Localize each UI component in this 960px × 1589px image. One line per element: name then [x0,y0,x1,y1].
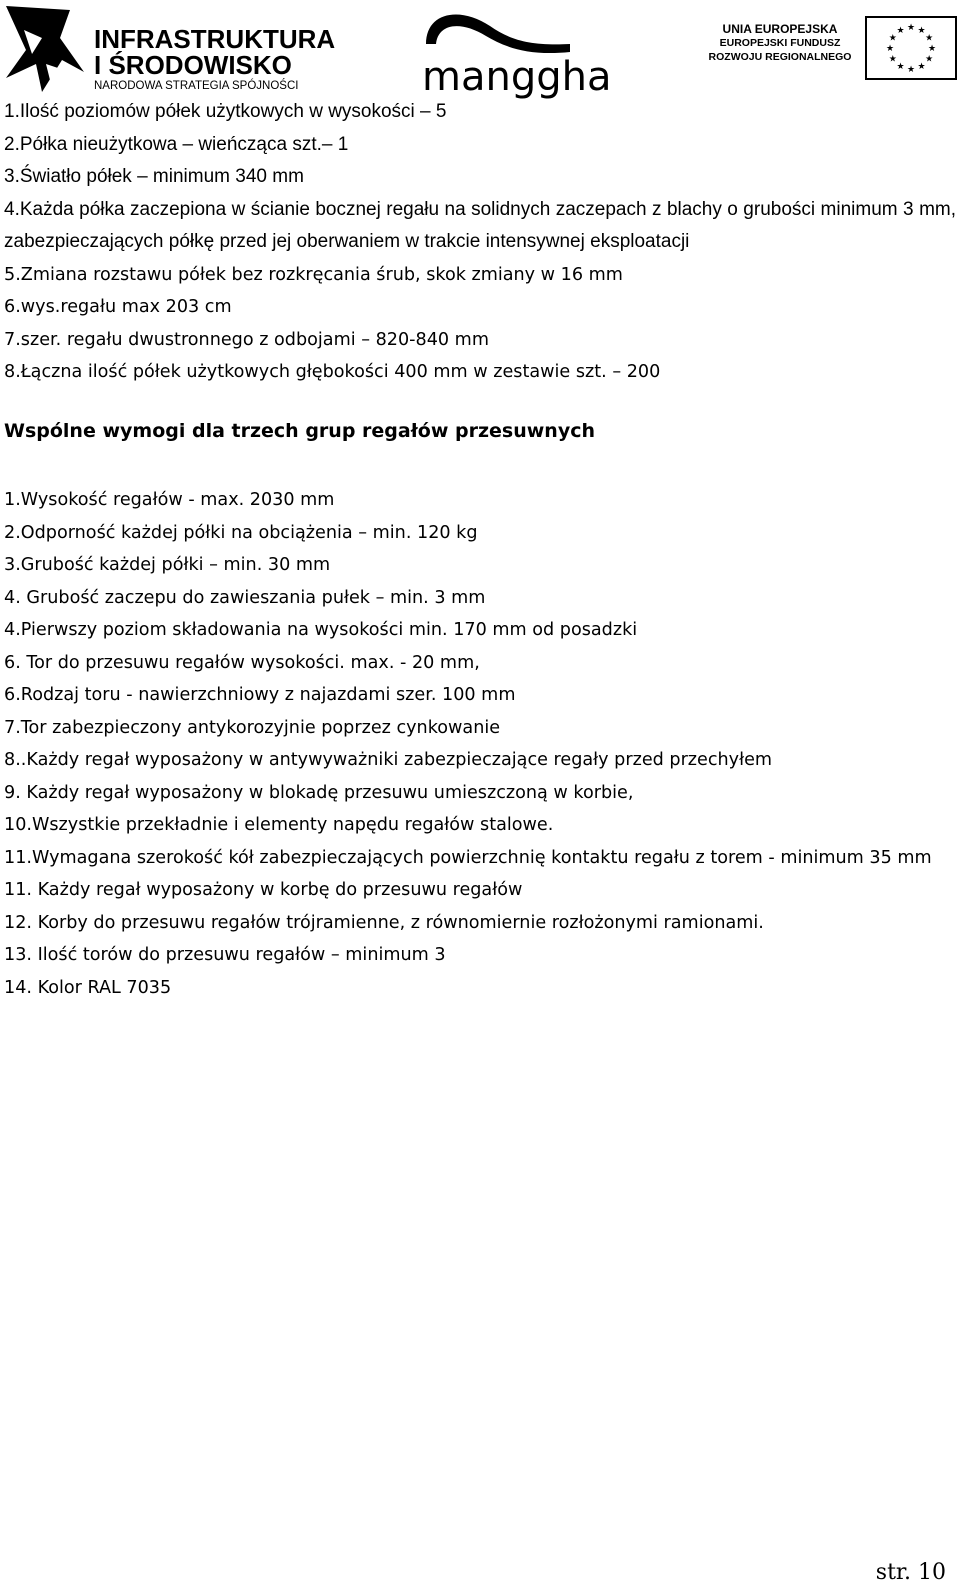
common-requirements-list [4,484,956,1004]
manggha-logo [420,2,612,100]
eu-star-icon: ★ [885,43,895,53]
shelf-requirements-list-cont [4,259,956,389]
eu-star-icon: ★ [888,53,897,64]
list-item: 10.Wszystkie przekładnie i elementy napędu regałów stalowe. [4,815,554,835]
list-item: 14. Kolor RAL 7035 [4,977,172,998]
eu-star-icon: ★ [925,32,934,43]
shelf-requirements-list [4,96,956,259]
content-top [4,96,956,389]
page-number: str. 10 [875,1560,946,1585]
common-requirements [4,484,956,1004]
list-item: 8.Łączna ilość półek użytkowych głębokości 400 mm w zestawie szt. – 200 [4,362,661,382]
list-item: 1.Ilość poziomów półek użytkowych w wysokości – 5 [4,101,447,122]
list-item: 7.szer. regału dwustronnego z odbojami – 820-840 mm [4,329,489,350]
star-shape-icon [6,6,84,92]
list-item: 4.Każda półka zaczepiona w ścianie bocznej regału na solidnych zaczepach z blachy o grubości minimum 3 mm, zabezpieczających półkę przed jej oberwaniem w trakcie intensywnej eksploatacji [4,198,956,252]
eu-star-icon: ★ [917,24,926,35]
eu-line3: ROZWOJU REGIONALNEGO [708,51,852,63]
list-item: 8..Każdy regał wyposażony w antywyważniki zabezpieczające regały przed przechyłem [4,750,773,770]
list-item: 1.Wysokość regałów - max. 2030 mm [4,490,335,510]
logo-line3: NARODOWA STRATEGIA SPÓJNOŚCI [94,80,299,92]
list-item: 12. Korby do przesuwu regałów trójramienne, z równomiernie rozłożonymi ramionami. [4,912,764,933]
section-title: Wspólne wymogi dla trzech grup regałów przesuwnych [4,420,595,442]
eu-star-icon: ★ [906,22,916,32]
list-item: 5.Zmiana rozstawu półek bez rozkręcania śrub, skok zmiany w 16 mm [4,264,623,285]
list-item: 11.Wymagana szerokość kół zabezpieczających powierzchnię kontaktu regału z torem - minimum 35 mm [4,847,932,868]
page-header [0,0,960,100]
eu-flag-icon [865,16,957,80]
manggha-wordmark: manggha [422,54,612,100]
list-item: 4. Grubość zaczepu do zawieszania pułek – min. 3 mm [4,587,486,608]
list-item: 6.Rodzaj toru - nawierzchniowy z najazdami szer. 100 mm [4,685,516,705]
eu-star-icon: ★ [896,24,905,35]
list-item: 13. Ilość torów do przesuwu regałów – minimum 3 [4,945,446,965]
eu-line2: EUROPEJSKI FUNDUSZ [719,37,841,49]
eu-star-icon: ★ [888,32,897,43]
eu-star-icon: ★ [896,61,905,72]
list-item: 9. Każdy regał wyposażony w blokadę przesuwu umieszczoną w korbie, [4,782,634,803]
list-item: 6. Tor do przesuwu regałów wysokości. max. - 20 mm, [4,652,480,673]
eu-line1: UNIA EUROPEJSKA [722,22,838,36]
logo-line1: INFRASTRUKTURA [94,24,336,54]
infrastruktura-srodowisko-logo [2,2,336,94]
list-item: 3.Grubość każdej półki – min. 30 mm [4,555,331,575]
list-item: 2.Odporność każdej półki na obciążenia – min. 120 kg [4,522,478,543]
list-item: 7.Tor zabezpieczony antykorozyjnie poprzez cynkowanie [4,717,501,738]
list-item: 3.Światło półek – minimum 340 mm [4,166,304,187]
list-item: 4.Pierwszy poziom składowania na wysokości min. 170 mm od posadzki [4,620,638,640]
list-item: 11. Każdy regał wyposażony w korbę do przesuwu regałów [4,880,523,900]
eu-star-icon: ★ [906,64,916,74]
logo-line2: I ŚRODOWISKO [94,50,292,80]
eu-logo-text [700,22,860,64]
eu-star-icon: ★ [925,53,934,64]
eu-star-icon: ★ [927,43,937,53]
list-item: 2.Półka nieużytkowa – wieńcząca szt.– 1 [4,133,349,155]
list-item: 6.wys.regału max 203 cm [4,297,232,317]
eu-star-icon: ★ [917,61,926,72]
wave-mark-icon [426,14,570,53]
